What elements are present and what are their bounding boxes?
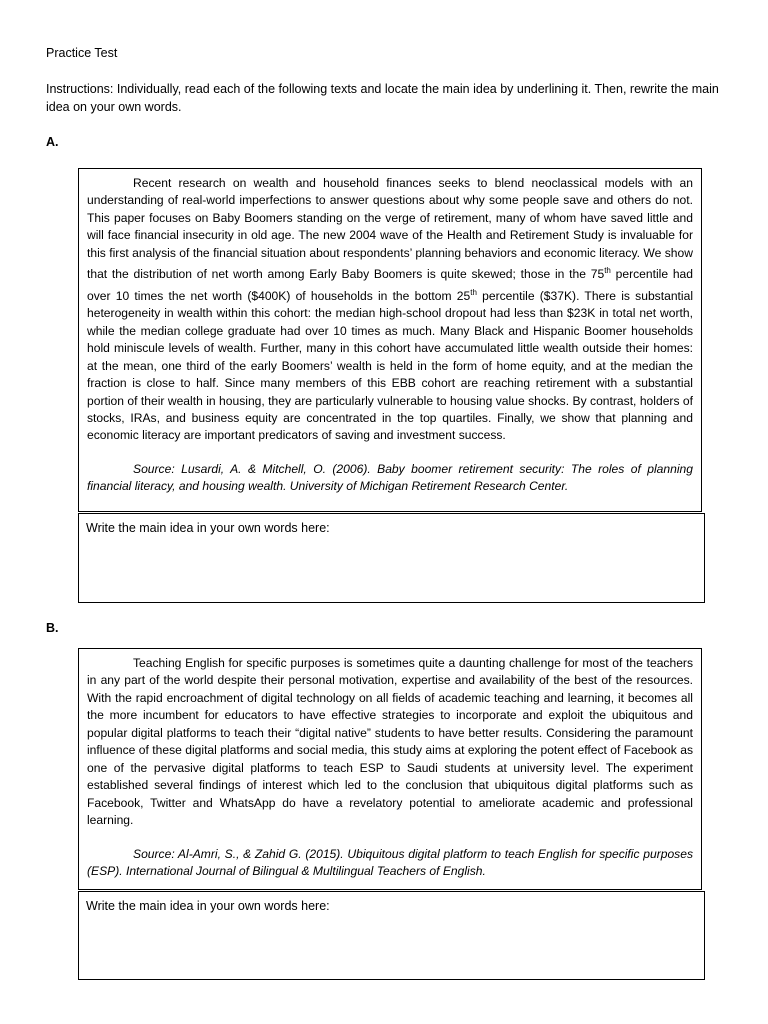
section-a-label: A. [46, 135, 59, 149]
section-b-answer-box[interactable] [78, 891, 705, 980]
section-b-passage: Teaching English for specific purposes is sometimes quite a daunting challenge for most of the teachers in any part of the world despite their personal motivation, expertise and availability of the best of the resources. With the rapid encroachment of digital technology on all fields of academic teaching and learning, it becomes all the more incumbent for educators to have effective strategies to incorporate and exploit the ubiquitous and popular digital platforms to teach their “digital native” students to have better results. Considering the paramount influence of these digital platforms and social media, this study aims at exploring the potent effect of Facebook as one of the pervasive digital platforms to teach ESP to Saudi students at university level. The experiment established several findings of interest which led to the conclusion that ubiquitous digital platforms such as Facebook, Twitter and WhatsApp do have a revelatory potential to ameliorate academic and professional learning. [87, 656, 693, 828]
section-a-passage: Recent research on wealth and household finances seeks to blend neoclassical models with an understanding of real-world imperfections to answer questions about why some people save and others do not. This paper focuses on Baby Boomers standing on the verge of retirement, many of whom have saved little and will face financial insecurity in old age. The new 2004 wave of the Health and Retirement Study is invaluable for this first analysis of the financial situation about respondents’ planning behaviors and economic literacy. We show that the distribution of net worth among Early Baby Boomers is quite skewed; those in the 75th percentile had over 10 times the net worth ($400K) of households in the bottom 25th percentile ($37K). There is substantial heterogeneity in wealth within this cohort: the median high-school dropout had less than $23K in total net worth, while the median college graduate had over 10 times as much. Many Black and Hispanic Boomer households hold miniscule levels of wealth. Further, many in this cohort have accumulated little wealth outside their homes: at the mean, one third of the early Boomers’ wealth is held in the form of home equity, and at the median the fraction is close to half. Since many members of this EBB cohort are reaching retirement with a substantial portion of their wealth in housing, they are particularly vulnerable to housing value shocks. By contrast, holders of stocks, IRAs, and business equity are concentrated in the top quartiles. Finally, we show that planning and economic literacy are important predicators of saving and investment success. [87, 176, 694, 443]
section-b-answer-label: Write the main idea in your own words here: [86, 899, 330, 913]
instructions-text: Instructions: Individually, read each of the following texts and locate the main idea by underlining it. Then, rewrite the main idea on your own words. [46, 82, 719, 114]
section-a-passage-box [78, 168, 702, 512]
section-b-passage-box [78, 648, 702, 890]
section-a-answer-label: Write the main idea in your own words here: [86, 521, 330, 535]
section-b-source-citation: Source: Al-Amri, S., & Zahid G. (2015). Ubiquitous digital platform to teach English for specific purposes (ESP). International Journal of Bilingual & Multilingual Teachers of English. [87, 846, 693, 878]
section-a-source-citation: Source: Lusardi, A. & Mitchell, O. (2006). Baby boomer retirement security: The roles of planning financial literacy, and housing wealth. University of Michigan Retirement Research Center. [87, 461, 693, 494]
section-a-answer-box[interactable] [78, 513, 705, 603]
page-title: Practice Test [46, 46, 118, 60]
section-b-label: B. [46, 621, 59, 635]
